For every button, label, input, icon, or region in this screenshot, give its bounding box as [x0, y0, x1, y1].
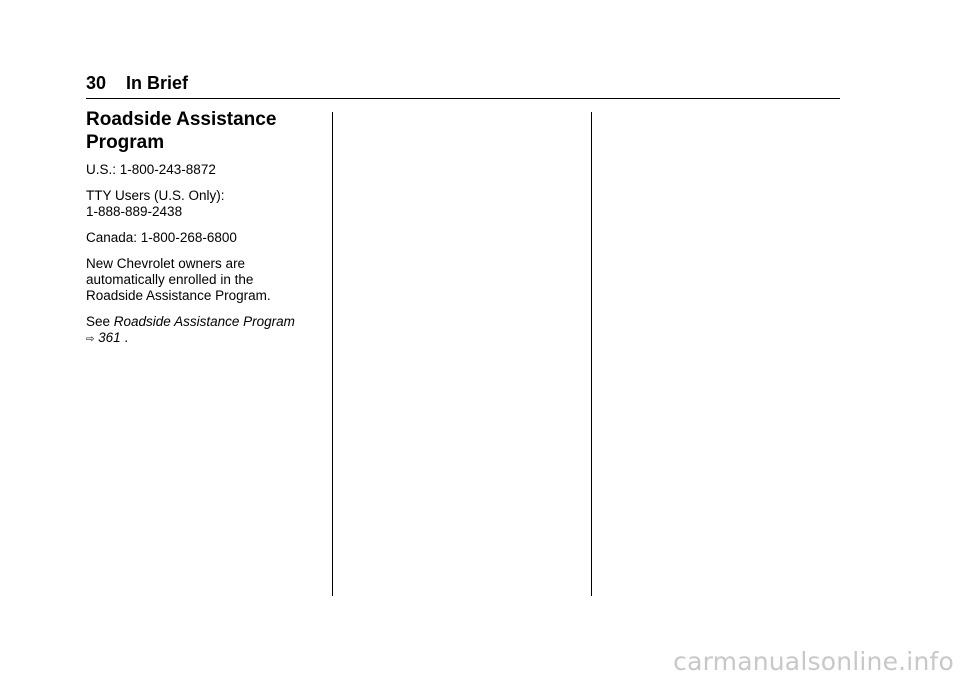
watermark: carmanualsonline.info	[673, 647, 954, 676]
section-title	[86, 108, 322, 154]
page-header	[86, 72, 188, 94]
tty-label: TTY Users (U.S. Only):	[86, 188, 225, 203]
owners-line-2: automatically enrolled in the	[86, 272, 254, 287]
see-reference-link[interactable]: Roadside Assistance Program	[113, 314, 295, 329]
canada-phone: Canada: 1-800-268-6800	[86, 230, 237, 245]
owners-line-3: Roadside Assistance Program.	[86, 288, 271, 303]
owners-line-1: New Chevrolet owners are	[86, 256, 246, 271]
page-number: 30	[86, 73, 107, 93]
header-rule	[86, 98, 840, 99]
chapter-title: In Brief	[126, 73, 189, 93]
column-divider-left	[332, 112, 333, 596]
tty-block	[86, 188, 322, 220]
see-reference-page[interactable]: 361	[94, 330, 121, 345]
section-title-line1: Roadside Assistance	[86, 109, 277, 130]
see-prefix: See	[86, 314, 114, 329]
page-reference-arrow-icon: ⇨	[86, 334, 95, 345]
see-reference	[86, 314, 322, 348]
column-divider-right	[591, 112, 592, 596]
see-reference-suffix: .	[120, 330, 129, 345]
tty-phone: 1-888-889-2438	[86, 204, 183, 219]
column-one-content	[86, 108, 322, 348]
us-phone: U.S.: 1-800-243-8872	[86, 162, 216, 177]
owners-paragraph	[86, 256, 322, 304]
section-title-line2: Program	[86, 132, 165, 153]
